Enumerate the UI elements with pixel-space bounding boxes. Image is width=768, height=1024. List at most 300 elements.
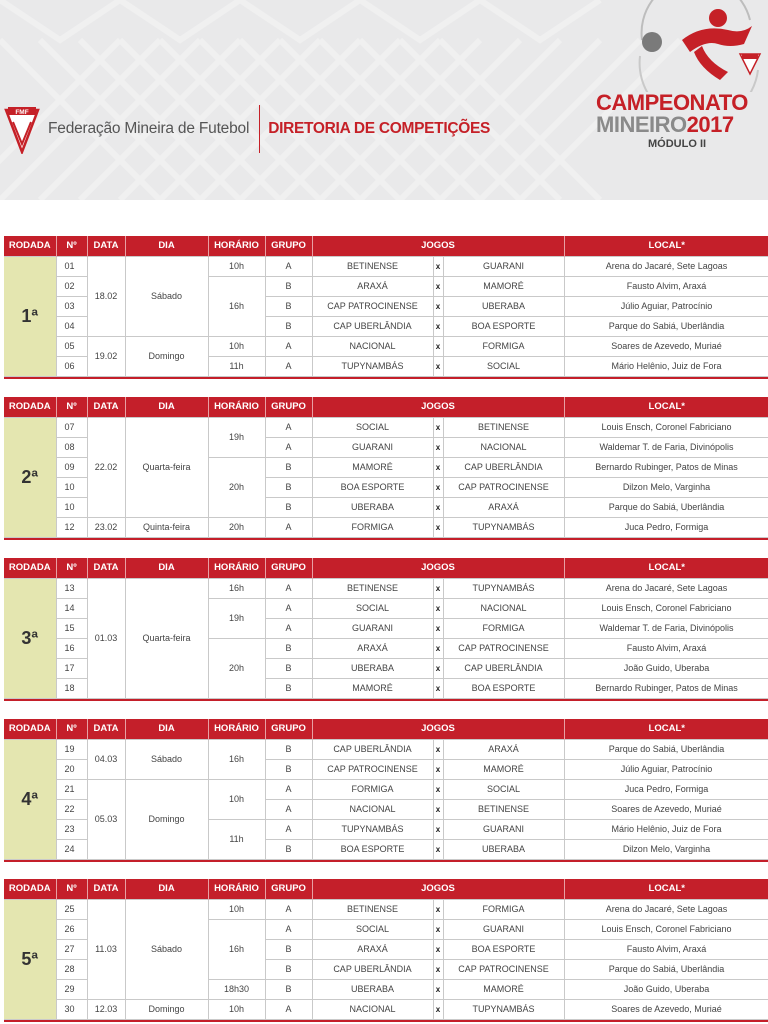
versus-mark: x [433, 959, 443, 979]
table-header-row [4, 879, 768, 899]
game-venue: Fausto Alvim, Araxá [564, 276, 768, 296]
col-dia-header: DIA [125, 397, 208, 417]
game-group: A [265, 598, 312, 618]
away-team: NACIONAL [443, 598, 564, 618]
championship-name: MINEIRO [596, 112, 687, 137]
round-bottom-line [4, 1020, 768, 1022]
game-day: Sábado [125, 739, 208, 779]
game-group: A [265, 356, 312, 376]
game-venue: Waldemar T. de Faria, Divinópolis [564, 437, 768, 457]
championship-module: MÓDULO II [648, 138, 707, 150]
away-team: BOA ESPORTE [443, 316, 564, 336]
game-day: Domingo [125, 336, 208, 376]
game-group: B [265, 457, 312, 477]
game-time: 20h [208, 638, 265, 698]
home-team: UBERABA [312, 497, 433, 517]
home-team: FORMIGA [312, 779, 433, 799]
game-group: A [265, 437, 312, 457]
col-rodada-header: RODADA [4, 719, 56, 739]
game-time: 20h [208, 457, 265, 517]
away-team: UBERABA [443, 839, 564, 859]
game-row [4, 578, 768, 598]
away-team: BOA ESPORTE [443, 678, 564, 698]
game-venue: Júlio Aguiar, Patrocínio [564, 759, 768, 779]
home-team: GUARANI [312, 437, 433, 457]
game-group: A [265, 618, 312, 638]
versus-mark: x [433, 919, 443, 939]
versus-mark: x [433, 799, 443, 819]
game-group: A [265, 578, 312, 598]
versus-mark: x [433, 417, 443, 437]
game-venue: Parque do Sabiá, Uberlândia [564, 497, 768, 517]
game-group: B [265, 678, 312, 698]
home-team: ARAXÁ [312, 638, 433, 658]
col-dia-header: DIA [125, 558, 208, 578]
game-venue: Dilzon Melo, Varginha [564, 477, 768, 497]
away-team: CAP PATROCINENSE [443, 638, 564, 658]
game-time: 16h [208, 276, 265, 336]
col-jogos-header: JOGOS [312, 879, 564, 899]
game-group: B [265, 497, 312, 517]
round-block [4, 719, 768, 862]
away-team: BETINENSE [443, 799, 564, 819]
game-group: B [265, 939, 312, 959]
game-time: 10h [208, 336, 265, 356]
away-team: SOCIAL [443, 356, 564, 376]
game-venue: Parque do Sabiá, Uberlândia [564, 739, 768, 759]
col-jogos-header: JOGOS [312, 236, 564, 256]
game-group: B [265, 477, 312, 497]
table-header-row [4, 397, 768, 417]
away-team: BOA ESPORTE [443, 939, 564, 959]
table-header-row [4, 236, 768, 256]
game-group: B [265, 759, 312, 779]
col-grupo-header: GRUPO [265, 558, 312, 578]
round-table [4, 397, 768, 538]
round-table [4, 879, 768, 1020]
game-group: A [265, 899, 312, 919]
versus-mark: x [433, 999, 443, 1019]
versus-mark: x [433, 336, 443, 356]
home-team: NACIONAL [312, 336, 433, 356]
away-team: CAP PATROCINENSE [443, 477, 564, 497]
game-venue: Louis Ensch, Coronel Fabriciano [564, 919, 768, 939]
home-team: TUPYNAMBÁS [312, 819, 433, 839]
game-number: 20 [56, 759, 87, 779]
game-row [4, 417, 768, 437]
game-number: 25 [56, 899, 87, 919]
game-number: 08 [56, 437, 87, 457]
versus-mark: x [433, 316, 443, 336]
round-bottom-line [4, 538, 768, 540]
col-jogos-header: JOGOS [312, 397, 564, 417]
game-number: 10 [56, 477, 87, 497]
versus-mark: x [433, 296, 443, 316]
col-numero-header: Nº [56, 397, 87, 417]
game-number: 02 [56, 276, 87, 296]
home-team: NACIONAL [312, 799, 433, 819]
round-bottom-line [4, 699, 768, 701]
home-team: UBERABA [312, 979, 433, 999]
versus-mark: x [433, 779, 443, 799]
game-number: 24 [56, 839, 87, 859]
game-group: B [265, 276, 312, 296]
away-team: ARAXÁ [443, 497, 564, 517]
col-data-header: DATA [87, 236, 125, 256]
game-date: 01.03 [87, 578, 125, 698]
game-venue: Parque do Sabiá, Uberlândia [564, 316, 768, 336]
away-team: FORMIGA [443, 336, 564, 356]
away-team: FORMIGA [443, 899, 564, 919]
away-team: GUARANI [443, 819, 564, 839]
versus-mark: x [433, 578, 443, 598]
game-time: 11h [208, 356, 265, 376]
col-data-header: DATA [87, 879, 125, 899]
game-venue: Júlio Aguiar, Patrocínio [564, 296, 768, 316]
col-grupo-header: GRUPO [265, 879, 312, 899]
away-team: MAMORÉ [443, 276, 564, 296]
home-team: MAMORÉ [312, 457, 433, 477]
game-number: 05 [56, 336, 87, 356]
versus-mark: x [433, 739, 443, 759]
game-time: 18h30 [208, 979, 265, 999]
game-row [4, 256, 768, 276]
away-team: SOCIAL [443, 779, 564, 799]
game-date: 18.02 [87, 256, 125, 336]
home-team: TUPYNAMBÁS [312, 356, 433, 376]
game-date: 04.03 [87, 739, 125, 779]
home-team: GUARANI [312, 618, 433, 638]
versus-mark: x [433, 276, 443, 296]
championship-line1: CAMPEONATO [596, 90, 748, 115]
col-rodada-header: RODADA [4, 397, 56, 417]
game-time: 16h [208, 739, 265, 779]
versus-mark: x [433, 437, 443, 457]
versus-mark: x [433, 638, 443, 658]
versus-mark: x [433, 759, 443, 779]
game-number: 12 [56, 517, 87, 537]
game-venue: Waldemar T. de Faria, Divinópolis [564, 618, 768, 638]
game-venue: Arena do Jacaré, Sete Lagoas [564, 578, 768, 598]
game-number: 18 [56, 678, 87, 698]
game-time: 10h [208, 256, 265, 276]
game-group: A [265, 517, 312, 537]
game-number: 10 [56, 497, 87, 517]
col-horario-header: HORÁRIO [208, 397, 265, 417]
game-number: 14 [56, 598, 87, 618]
away-team: FORMIGA [443, 618, 564, 638]
versus-mark: x [433, 979, 443, 999]
away-team: GUARANI [443, 256, 564, 276]
game-time: 19h [208, 598, 265, 638]
game-venue: Bernardo Rubinger, Patos de Minas [564, 457, 768, 477]
away-team: MAMORÉ [443, 759, 564, 779]
game-number: 04 [56, 316, 87, 336]
round-table [4, 236, 768, 377]
col-dia-header: DIA [125, 236, 208, 256]
home-team: NACIONAL [312, 999, 433, 1019]
round-table [4, 558, 768, 699]
home-team: CAP UBERLÂNDIA [312, 959, 433, 979]
versus-mark: x [433, 356, 443, 376]
col-grupo-header: GRUPO [265, 397, 312, 417]
col-jogos-header: JOGOS [312, 558, 564, 578]
versus-mark: x [433, 598, 443, 618]
home-team: FORMIGA [312, 517, 433, 537]
game-time: 20h [208, 517, 265, 537]
versus-mark: x [433, 658, 443, 678]
game-number: 07 [56, 417, 87, 437]
home-team: BOA ESPORTE [312, 477, 433, 497]
home-team: SOCIAL [312, 598, 433, 618]
away-team: TUPYNAMBÁS [443, 999, 564, 1019]
versus-mark: x [433, 899, 443, 919]
away-team: CAP UBERLÂNDIA [443, 457, 564, 477]
game-time: 11h [208, 819, 265, 859]
game-number: 23 [56, 819, 87, 839]
round-label: 3ª [4, 578, 56, 698]
home-team: BETINENSE [312, 256, 433, 276]
game-time: 10h [208, 999, 265, 1019]
game-number: 03 [56, 296, 87, 316]
col-data-header: DATA [87, 397, 125, 417]
game-group: B [265, 839, 312, 859]
game-venue: Juca Pedro, Formiga [564, 517, 768, 537]
game-row [4, 517, 768, 537]
game-group: A [265, 417, 312, 437]
game-day: Quarta-feira [125, 578, 208, 698]
away-team: ARAXÁ [443, 739, 564, 759]
game-venue: João Guido, Uberaba [564, 979, 768, 999]
game-row [4, 999, 768, 1019]
game-number: 01 [56, 256, 87, 276]
col-numero-header: Nº [56, 236, 87, 256]
away-team: MAMORÉ [443, 979, 564, 999]
col-jogos-header: JOGOS [312, 719, 564, 739]
game-day: Domingo [125, 779, 208, 859]
game-venue: Bernardo Rubinger, Patos de Minas [564, 678, 768, 698]
col-horario-header: HORÁRIO [208, 879, 265, 899]
col-dia-header: DIA [125, 719, 208, 739]
game-group: B [265, 739, 312, 759]
away-team: BETINENSE [443, 417, 564, 437]
round-label: 5ª [4, 899, 56, 1019]
game-row [4, 336, 768, 356]
game-date: 12.03 [87, 999, 125, 1019]
game-time: 16h [208, 578, 265, 598]
round-label: 4ª [4, 739, 56, 859]
game-venue: Arena do Jacaré, Sete Lagoas [564, 899, 768, 919]
game-group: B [265, 959, 312, 979]
game-venue: Soares de Azevedo, Muriaé [564, 999, 768, 1019]
fmf-shield-logo [4, 104, 40, 154]
versus-mark: x [433, 256, 443, 276]
round-label: 1ª [4, 256, 56, 376]
game-venue: Arena do Jacaré, Sete Lagoas [564, 256, 768, 276]
game-group: A [265, 799, 312, 819]
round-label: 2ª [4, 417, 56, 537]
page-header [0, 0, 768, 200]
game-venue: Juca Pedro, Formiga [564, 779, 768, 799]
game-number: 21 [56, 779, 87, 799]
col-numero-header: Nº [56, 879, 87, 899]
game-venue: Fausto Alvim, Araxá [564, 939, 768, 959]
col-local-header: LOCAL* [564, 558, 768, 578]
game-venue: Mário Helênio, Juiz de Fora [564, 356, 768, 376]
game-group: B [265, 316, 312, 336]
away-team: CAP UBERLÂNDIA [443, 658, 564, 678]
col-rodada-header: RODADA [4, 236, 56, 256]
table-header-row [4, 558, 768, 578]
round-block [4, 879, 768, 1022]
game-number: 09 [56, 457, 87, 477]
away-team: TUPYNAMBÁS [443, 517, 564, 537]
championship-line2 [596, 114, 768, 136]
championship-title [596, 92, 768, 150]
col-numero-header: Nº [56, 558, 87, 578]
home-team: ARAXÁ [312, 276, 433, 296]
home-team: UBERABA [312, 658, 433, 678]
col-local-header: LOCAL* [564, 236, 768, 256]
game-date: 22.02 [87, 417, 125, 517]
game-day: Quinta-feira [125, 517, 208, 537]
game-venue: Parque do Sabiá, Uberlândia [564, 959, 768, 979]
championship-emblem [632, 0, 768, 92]
game-day: Sábado [125, 899, 208, 999]
versus-mark: x [433, 517, 443, 537]
home-team: BOA ESPORTE [312, 839, 433, 859]
home-team: CAP UBERLÂNDIA [312, 739, 433, 759]
versus-mark: x [433, 457, 443, 477]
game-venue: Mário Helênio, Juiz de Fora [564, 819, 768, 839]
versus-mark: x [433, 939, 443, 959]
versus-mark: x [433, 839, 443, 859]
round-table [4, 719, 768, 860]
round-bottom-line [4, 377, 768, 379]
game-venue: Soares de Azevedo, Muriaé [564, 336, 768, 356]
game-group: B [265, 638, 312, 658]
col-local-header: LOCAL* [564, 719, 768, 739]
game-venue: João Guido, Uberaba [564, 658, 768, 678]
col-data-header: DATA [87, 558, 125, 578]
game-time: 19h [208, 417, 265, 457]
directorate-title: DIRETORIA DE COMPETIÇÕES [268, 120, 491, 137]
game-row [4, 739, 768, 759]
col-rodada-header: RODADA [4, 558, 56, 578]
round-block [4, 236, 768, 379]
game-number: 19 [56, 739, 87, 759]
game-venue: Louis Ensch, Coronel Fabriciano [564, 598, 768, 618]
game-group: A [265, 256, 312, 276]
away-team: NACIONAL [443, 437, 564, 457]
game-venue: Fausto Alvim, Araxá [564, 638, 768, 658]
home-team: ARAXÁ [312, 939, 433, 959]
away-team: CAP PATROCINENSE [443, 959, 564, 979]
away-team: TUPYNAMBÁS [443, 578, 564, 598]
home-team: MAMORÉ [312, 678, 433, 698]
game-date: 05.03 [87, 779, 125, 859]
game-number: 06 [56, 356, 87, 376]
game-number: 15 [56, 618, 87, 638]
col-grupo-header: GRUPO [265, 719, 312, 739]
fmf-logo-text: FMF [15, 109, 29, 116]
game-venue: Louis Ensch, Coronel Fabriciano [564, 417, 768, 437]
home-team: CAP PATROCINENSE [312, 296, 433, 316]
game-time: 16h [208, 919, 265, 979]
federation-brand [4, 104, 490, 154]
col-data-header: DATA [87, 719, 125, 739]
championship-year: 2017 [686, 112, 734, 137]
game-number: 27 [56, 939, 87, 959]
col-dia-header: DIA [125, 879, 208, 899]
col-grupo-header: GRUPO [265, 236, 312, 256]
game-number: 17 [56, 658, 87, 678]
game-group: A [265, 819, 312, 839]
game-venue: Dilzon Melo, Varginha [564, 839, 768, 859]
game-number: 26 [56, 919, 87, 939]
game-day: Quarta-feira [125, 417, 208, 517]
away-team: UBERABA [443, 296, 564, 316]
home-team: SOCIAL [312, 919, 433, 939]
versus-mark: x [433, 819, 443, 839]
col-horario-header: HORÁRIO [208, 236, 265, 256]
home-team: CAP PATROCINENSE [312, 759, 433, 779]
col-local-header: LOCAL* [564, 879, 768, 899]
col-numero-header: Nº [56, 719, 87, 739]
game-day: Domingo [125, 999, 208, 1019]
game-group: A [265, 999, 312, 1019]
col-horario-header: HORÁRIO [208, 558, 265, 578]
game-number: 13 [56, 578, 87, 598]
col-local-header: LOCAL* [564, 397, 768, 417]
home-team: SOCIAL [312, 417, 433, 437]
game-number: 29 [56, 979, 87, 999]
versus-mark: x [433, 678, 443, 698]
game-number: 16 [56, 638, 87, 658]
versus-mark: x [433, 477, 443, 497]
home-team: BETINENSE [312, 899, 433, 919]
game-number: 30 [56, 999, 87, 1019]
game-number: 22 [56, 799, 87, 819]
game-row [4, 779, 768, 799]
round-block [4, 558, 768, 701]
game-group: B [265, 296, 312, 316]
away-team: GUARANI [443, 919, 564, 939]
col-horario-header: HORÁRIO [208, 719, 265, 739]
col-rodada-header: RODADA [4, 879, 56, 899]
game-venue: Soares de Azevedo, Muriaé [564, 799, 768, 819]
game-date: 23.02 [87, 517, 125, 537]
game-number: 28 [56, 959, 87, 979]
game-group: A [265, 919, 312, 939]
game-time: 10h [208, 779, 265, 819]
round-bottom-line [4, 860, 768, 862]
table-header-row [4, 719, 768, 739]
game-date: 19.02 [87, 336, 125, 376]
game-date: 11.03 [87, 899, 125, 999]
federation-name: Federação Mineira de Futebol [48, 120, 250, 137]
home-team: BETINENSE [312, 578, 433, 598]
game-day: Sábado [125, 256, 208, 336]
game-group: B [265, 979, 312, 999]
round-block [4, 397, 768, 540]
game-row [4, 899, 768, 919]
versus-mark: x [433, 618, 443, 638]
game-group: A [265, 336, 312, 356]
home-team: CAP UBERLÂNDIA [312, 316, 433, 336]
game-time: 10h [208, 899, 265, 919]
game-group: B [265, 658, 312, 678]
